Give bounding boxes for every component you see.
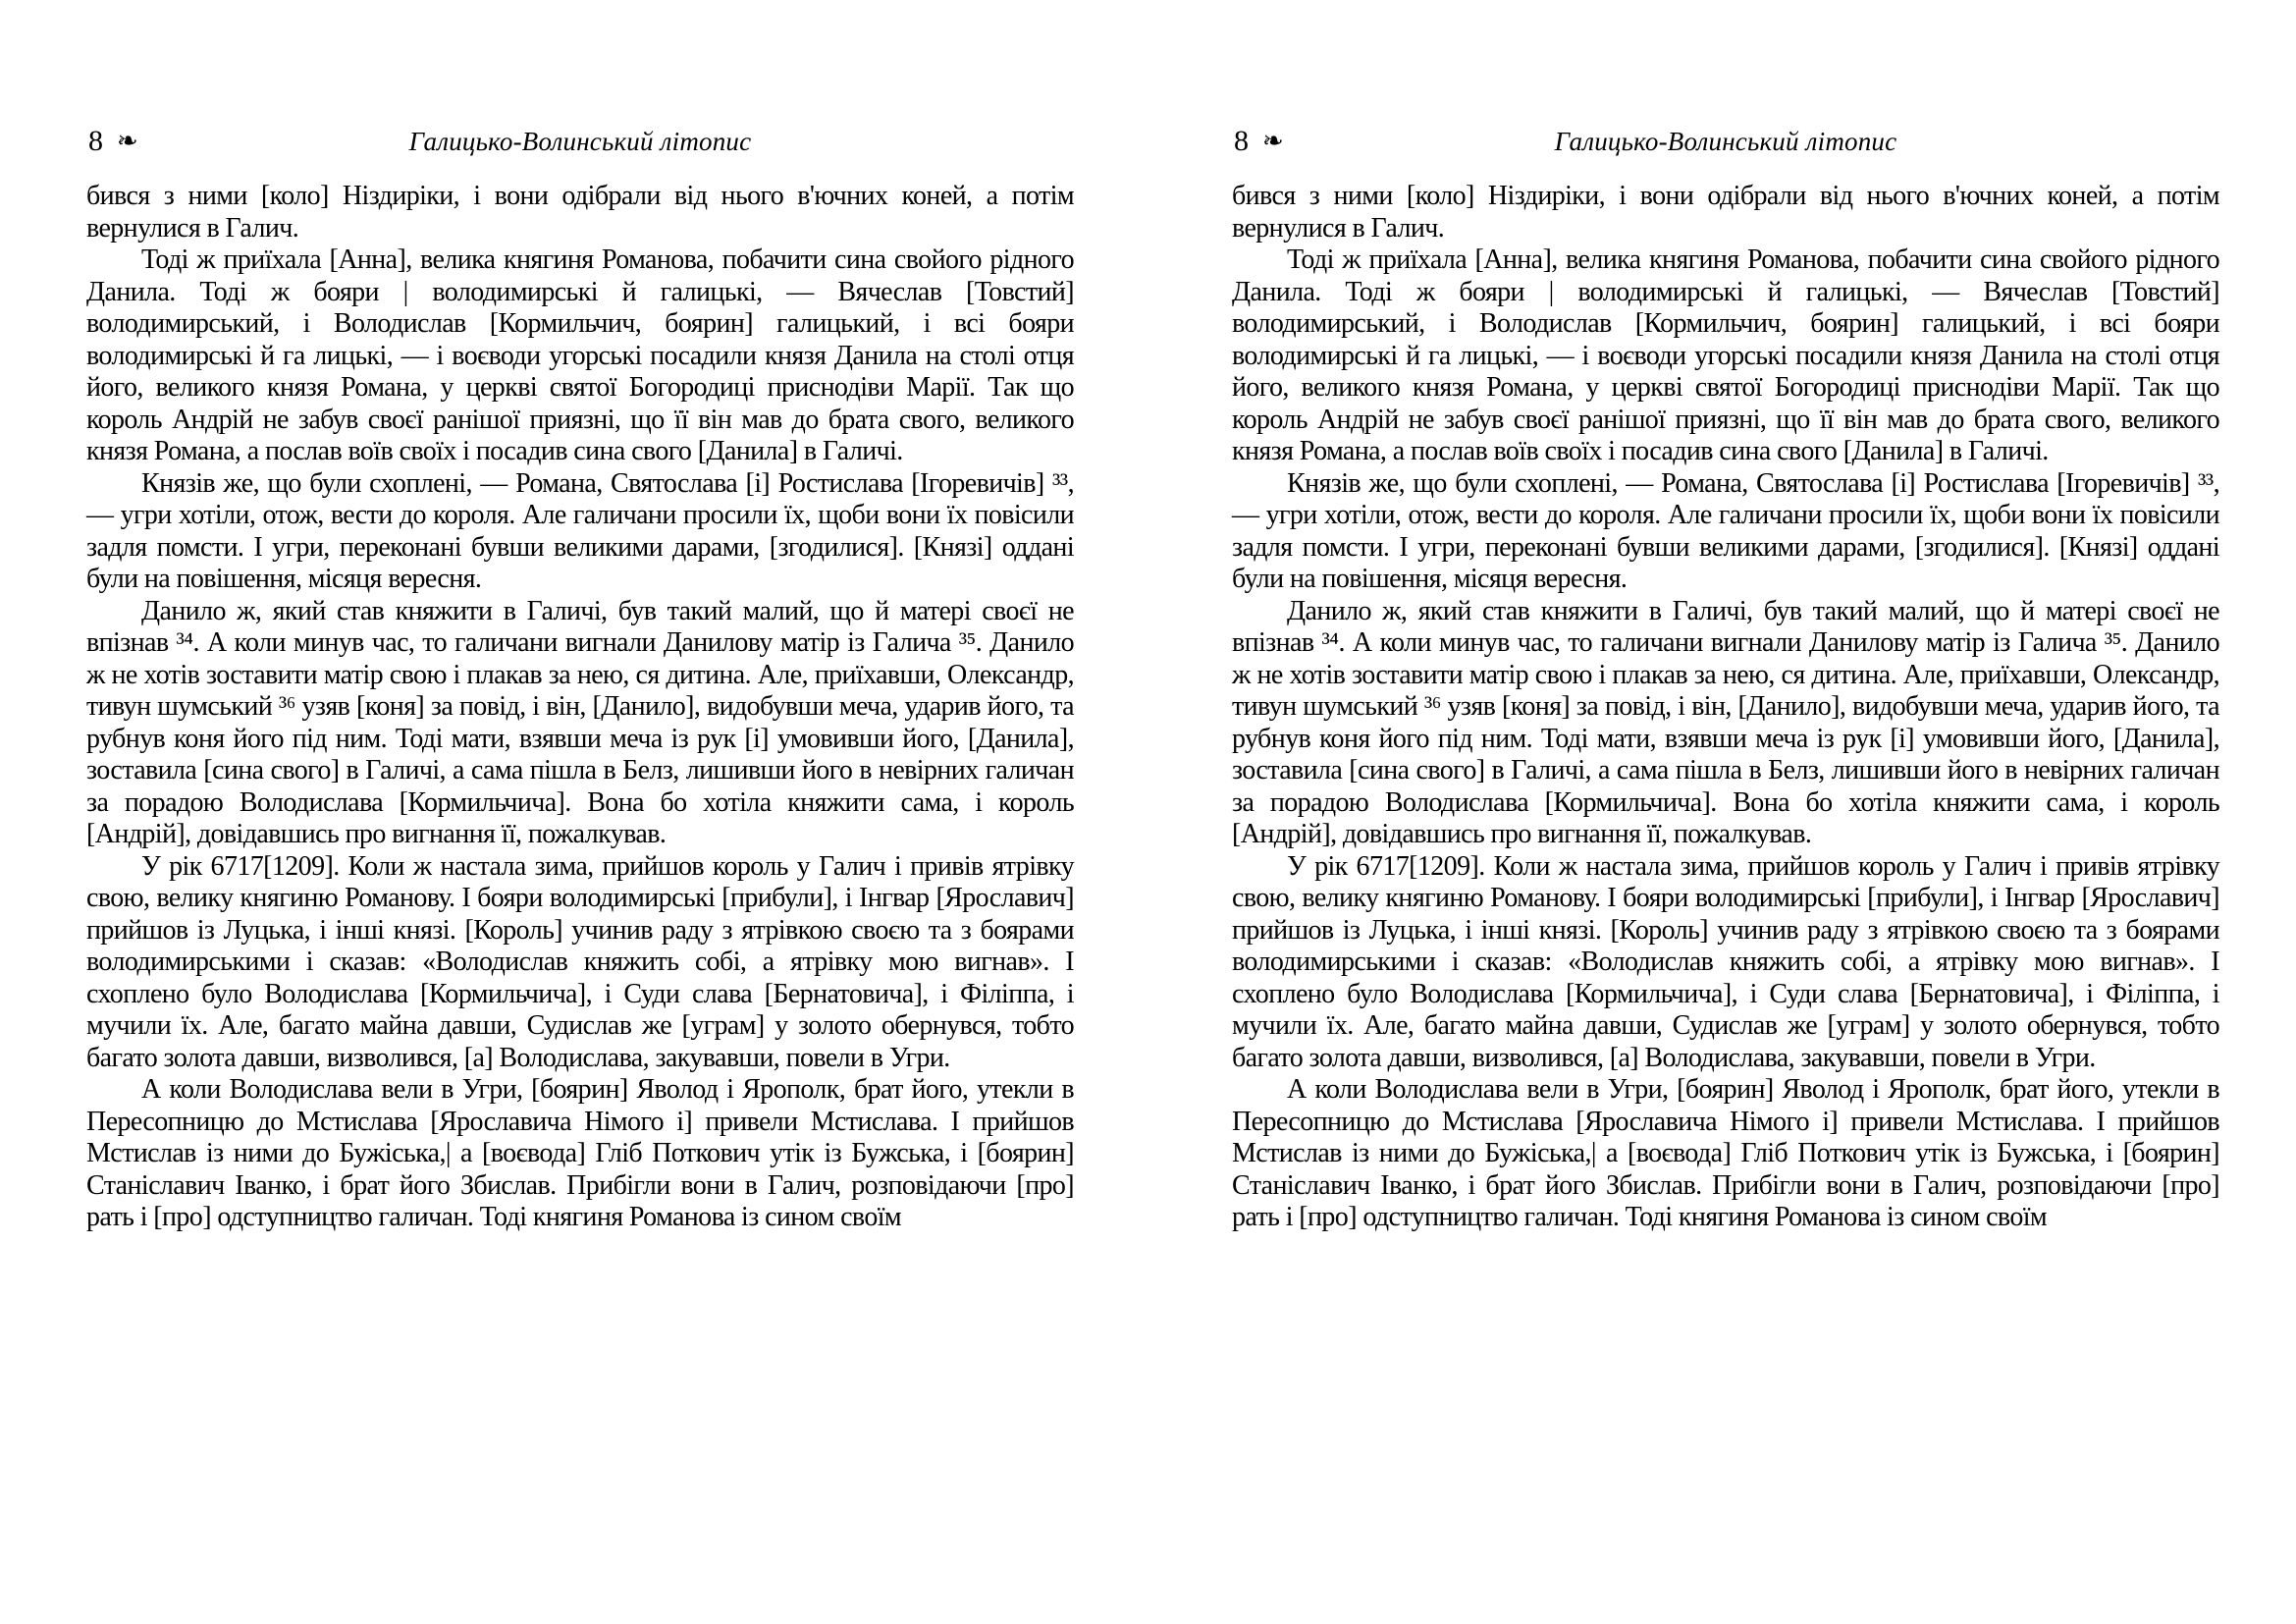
paragraph-3: Князів же, що були схоплені, — Романа, Святослава [і] Ростислава [Ігоревичів] ³³, — угри хотіли, отож, вести до короля. Але галичани просили їх, щоби вони їх повісили задля помсти. І угри, переконані бувши великими дарами, [згодилися]. [Князі] оддані були на повішення, місяця вересня. xyxy=(86,467,1074,594)
paragraph-2: Тоді ж приїхала [Анна], велика княгиня Романова, побачити сина свойого рідного Данила. Тоді ж бояри | володимирські й галицькі, — Вячеслав [Товстий] володимирський, і Володислав [Кормильчич, боярин] галицький, і всі бояри володимирські й га лицькі, — і воєводи угорські посадили князя Данила на столі отця його, великого князя Романа, у церкві святої Богородиці приснодіви Марії. Так що король Андрій не забув своєї ранішої приязні, що її він мав до брата свого, великого князя Романа, а послав воїв своїх і посадив сина свого [Данила] в Галичі. xyxy=(1232,244,2219,466)
paragraph-3: Князів же, що були схоплені, — Романа, Святослава [і] Ростислава [Ігоревичів] ³³, — угри хотіли, отож, вести до короля. Але галичани просили їх, щоби вони їх повісили задля помсти. І угри, переконані бувши великими дарами, [згодилися]. [Князі] оддані були на повішення, місяця вересня. xyxy=(1232,467,2219,594)
paragraph-5: У рік 6717[1209]. Коли ж настала зима, прийшов король у Галич і привів ятрівку свою, велику княгиню Романову. І бояри володимирські [прибули], і Інгвар [Ярославич] прийшов із Луцька, і інші князі. [Король] учинив раду з ятрівкою своєю та з боярами володимирськими і сказав: «Володислав княжить собі, а ятрівку мою вигнав». І схоплено було Володислава [Кормильчича], і Суди слава [Бернатовича], і Філіппа, і мучили їх. Але, багато майна давши, Судислав же [уграм] у золото обернувся, тобто багато золота давши, визволився, [а] Володислава, закувавши, повели в Угри. xyxy=(1232,850,2219,1073)
running-title: Галицько-Волинський літопис xyxy=(1554,127,1897,156)
paragraph-1: бився з ними [коло] Ніздиріки, і вони одібрали від нього в'ючних коней, а потім вернулися в Галич. xyxy=(86,181,1074,244)
paragraph-6: А коли Володислава вели в Угри, [боярин] Яволод і Ярополк, брат його, утекли в Пересопницю до Мстислава [Ярославича Німого і] привели Мстислава. І прийшов Мстислав із ними до Бужіська,| а [воєвода] Гліб Поткович утік із Бужська, і [боярин] Станіславич Іванко, і брат його Збислав. Прибігли вони в Галич, розповідаючи [про] рать і [про] одступництво галичан. Тоді княгиня Романова із сином своїм xyxy=(1232,1074,2219,1232)
page-number: 8 xyxy=(1234,125,1249,157)
page-left xyxy=(86,0,1074,1624)
page-header xyxy=(86,122,1074,165)
paragraph-2: Тоді ж приїхала [Анна], велика княгиня Романова, побачити сина свойого рідного Данила. Тоді ж бояри | володимирські й галицькі, — Вячеслав [Товстий] володимирський, і Володислав [Кормильчич, боярин] галицький, і всі бояри володимирські й га лицькі, — і воєводи угорські посадили князя Данила на столі отця його, великого князя Романа, у церкві святої Богородиці приснодіви Марії. Так що король Андрій не забув своєї ранішої приязні, що її він мав до брата свого, великого князя Романа, а послав воїв своїх і посадив сина свого [Данила] в Галичі. xyxy=(86,244,1074,466)
fleuron-ornament-icon: ❧ xyxy=(117,127,138,156)
paragraph-4: Данило ж, який став княжити в Галичі, був такий малий, що й матері своєї не впізнав ³⁴. А коли минув час, то галичани вигнали Данилову матір із Галича ³⁵. Данило ж не хотів зоставити матір свою і плакав за нею, ся дитина. Але, приїхавши, Олександр, тивун шумський ³⁶ узяв [коня] за повід, і він, [Данило], видобувши меча, ударив його, та рубнув коня його під ним. Тоді мати, взявши меча із рук [і] умовивши його, [Данила], зоставила [сина свого] в Галичі, а сама пішла в Белз, лишивши його в невірних галичан за порадою Володислава [Кормильчича]. Вона бо хотіла княжити сама, і король [Андрій], довідавшись про вигнання її, пожалкував. xyxy=(86,595,1074,849)
text-body xyxy=(86,181,1074,1234)
page-right xyxy=(1232,0,2219,1624)
paragraph-5: У рік 6717[1209]. Коли ж настала зима, прийшов король у Галич і привів ятрівку свою, велику княгиню Романову. І бояри володимирські [прибули], і Інгвар [Ярославич] прийшов із Луцька, і інші князі. [Король] учинив раду з ятрівкою своєю та з боярами володимирськими і сказав: «Володислав княжить собі, а ятрівку мою вигнав». І схоплено було Володислава [Кормильчича], і Суди слава [Бернатовича], і Філіппа, і мучили їх. Але, багато майна давши, Судислав же [уграм] у золото обернувся, тобто багато золота давши, визволився, [а] Володислава, закувавши, повели в Угри. xyxy=(86,850,1074,1073)
text-body xyxy=(1232,181,2219,1234)
fleuron-ornament-icon: ❧ xyxy=(1262,127,1284,156)
paragraph-1: бився з ними [коло] Ніздиріки, і вони одібрали від нього в'ючних коней, а потім вернулися в Галич. xyxy=(1232,181,2219,244)
page-number: 8 xyxy=(88,125,103,157)
paragraph-6: А коли Володислава вели в Угри, [боярин] Яволод і Ярополк, брат його, утекли в Пересопницю до Мстислава [Ярославича Німого і] привели Мстислава. І прийшов Мстислав із ними до Бужіська,| а [воєвода] Гліб Поткович утік із Бужська, і [боярин] Станіславич Іванко, і брат його Збислав. Прибігли вони в Галич, розповідаючи [про] рать і [про] одступництво галичан. Тоді княгиня Романова із сином своїм xyxy=(86,1074,1074,1232)
paragraph-4: Данило ж, який став княжити в Галичі, був такий малий, що й матері своєї не впізнав ³⁴. А коли минув час, то галичани вигнали Данилову матір із Галича ³⁵. Данило ж не хотів зоставити матір свою і плакав за нею, ся дитина. Але, приїхавши, Олександр, тивун шумський ³⁶ узяв [коня] за повід, і він, [Данило], видобувши меча, ударив його, та рубнув коня його під ним. Тоді мати, взявши меча із рук [і] умовивши його, [Данила], зоставила [сина свого] в Галичі, а сама пішла в Белз, лишивши його в невірних галичан за порадою Володислава [Кормильчича]. Вона бо хотіла княжити сама, і король [Андрій], довідавшись про вигнання її, пожалкував. xyxy=(1232,595,2219,849)
page-header xyxy=(1232,122,2219,165)
running-title: Галицько-Волинський літопис xyxy=(408,127,752,156)
